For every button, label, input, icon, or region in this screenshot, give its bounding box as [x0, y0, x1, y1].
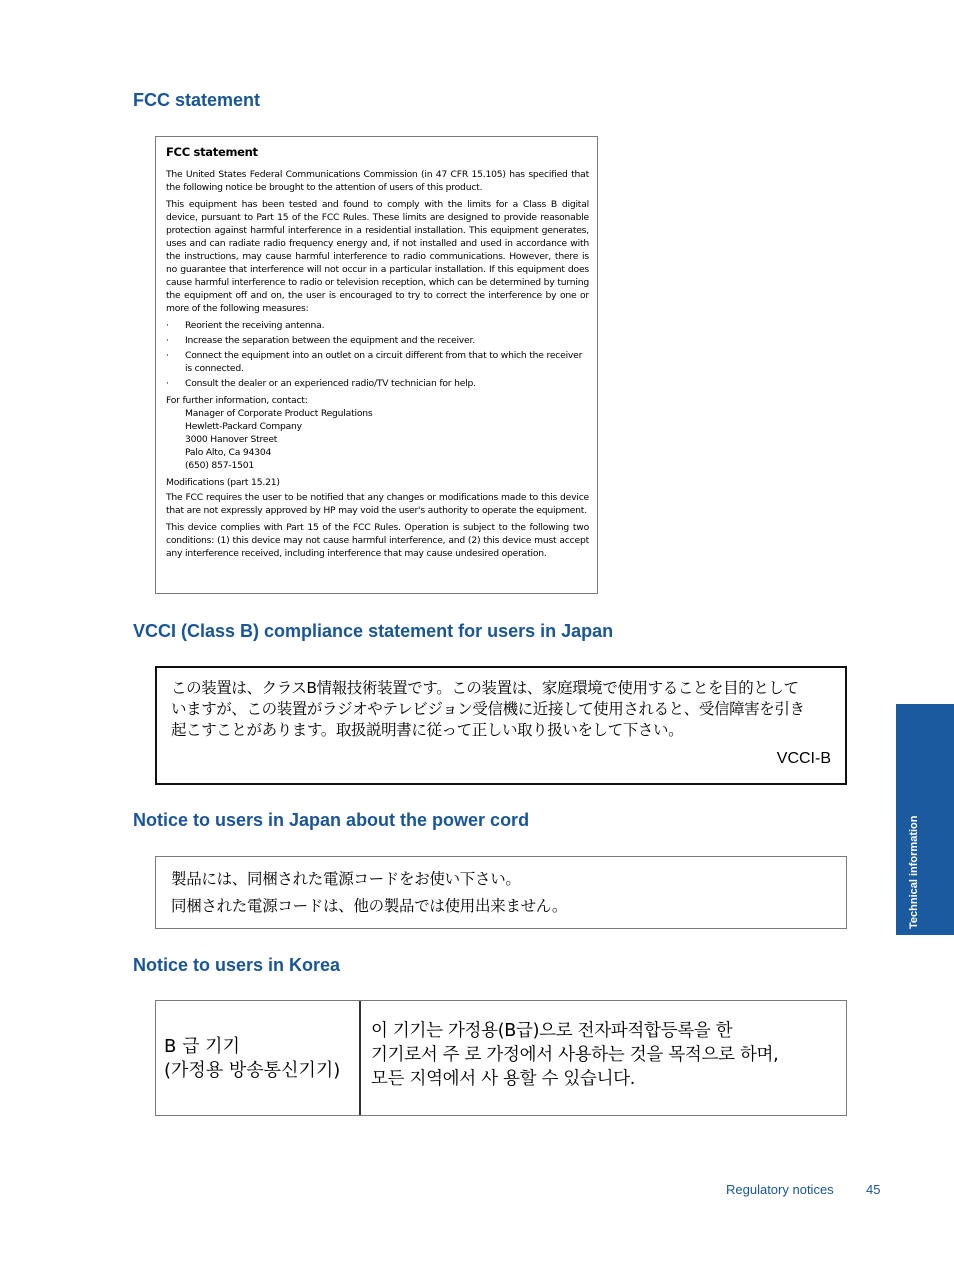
- korea-class-line-1: B 급 기기: [164, 1036, 240, 1057]
- fcc-contact-intro: For further information, contact:: [166, 395, 308, 406]
- list-item-text: Consult the dealer or an experienced radio/TV technician for help.: [185, 378, 476, 389]
- fcc-modifications-heading: Modifications (part 15.21): [166, 477, 280, 488]
- bullet-mark: ·: [166, 378, 169, 389]
- cord-line-1: 製品には、同梱された電源コードをお使い下さい。: [171, 870, 521, 888]
- korea-statement-cell: [361, 1001, 846, 1133]
- contact-line: Hewlett-Packard Company: [185, 421, 302, 432]
- fcc-statement-image: [155, 136, 598, 594]
- korea-statement-line-3: 모든 지역에서 사 용할 수 있습니다.: [371, 1069, 636, 1089]
- list-item: [166, 334, 589, 347]
- footer-section-title: Regulatory notices: [726, 1182, 834, 1197]
- contact-line: Palo Alto, Ca 94304: [185, 447, 272, 458]
- power-cord-notice-image: [155, 856, 847, 929]
- korea-class-cell: [156, 1001, 361, 1115]
- list-item: [166, 319, 589, 332]
- heading-korea: Notice to users in Korea: [133, 955, 341, 975]
- bullet-mark: ·: [166, 350, 169, 361]
- fcc-paragraph-1: The United States Federal Communications Commission (in 47 CFR 15.105) has specified that the following notice be brought to the attention of users of this product.: [166, 169, 589, 193]
- korea-statement-line-2: 기기로서 주 로 가정에서 사용하는 것을 목적으로 하며,: [371, 1045, 779, 1065]
- side-tab-label: Technical information: [908, 815, 920, 929]
- contact-line: (650) 857-1501: [185, 460, 255, 471]
- bullet-mark: ·: [166, 335, 169, 346]
- fcc-contact-block: [185, 407, 597, 472]
- vcci-line-1: この装置は、クラスB情報技術装置です。この装置は、家庭環境で使用することを目的として: [171, 679, 799, 697]
- heading-fcc-statement: FCC statement: [133, 90, 261, 110]
- heading-vcci: VCCI (Class B) compliance statement for users in Japan: [133, 621, 614, 641]
- bullet-mark: ·: [166, 320, 169, 331]
- fcc-box-title: FCC statement: [166, 145, 258, 159]
- fcc-measures-list: [166, 319, 589, 390]
- heading-power-cord: Notice to users in Japan about the power cord: [133, 810, 530, 830]
- list-item: [166, 349, 589, 375]
- vcci-statement-image: [155, 666, 847, 785]
- vcci-code: VCCI-B: [776, 750, 831, 767]
- page-number: 45: [866, 1182, 881, 1197]
- section-side-tab: [896, 704, 954, 935]
- contact-line: 3000 Hanover Street: [185, 434, 278, 445]
- cord-line-2: 同梱された電源コードは、他の製品では使用出来ません。: [171, 897, 568, 915]
- vcci-line-2: いますが、この装置がラジオやテレビジョン受信機に近接して使用されると、受信障害を引き: [171, 700, 805, 718]
- vcci-line-3: 起こすことがあります。取扱説明書に従って正しい取り扱いをして下さい。: [171, 721, 684, 739]
- list-item-text: Connect the equipment into an outlet on a circuit different from that to which the receiver is connected.: [185, 350, 583, 374]
- fcc-paragraph-3: The FCC requires the user to be notified that any changes or modifications made to this device that are not expressly approved by HP may void the user's authority to operate the equipment.: [166, 492, 589, 516]
- fcc-paragraph-4: This device complies with Part 15 of the FCC Rules. Operation is subject to the following two conditions: (1) this device may not cause harmful interference, and (2) this device must accept any interference received, including interference that may cause undesired operation.: [166, 522, 589, 559]
- korea-class-line-2: (가정용 방송통신기기): [164, 1060, 341, 1081]
- list-item-text: Reorient the receiving antenna.: [185, 320, 325, 331]
- list-item: [166, 377, 589, 390]
- korea-statement-line-1: 이 기기는 가정용(B급)으로 전자파적합등록을 한: [371, 1021, 733, 1041]
- korea-notice-image: [155, 1000, 847, 1116]
- list-item-text: Increase the separation between the equipment and the receiver.: [185, 335, 475, 346]
- contact-line: Manager of Corporate Product Regulations: [185, 408, 373, 419]
- fcc-paragraph-2: This equipment has been tested and found to comply with the limits for a Class B digital device, pursuant to Part 15 of the FCC Rules. These limits are designed to provide reasonable protection against harmful interference in a residential installation. This equipment generates, uses and can radiate radio frequency energy and, if not installed and used in accordance with the instructions, may cause harmful interference to radio communications. However, there is no guarantee that interference will not occur in a particular installation. If this equipment does cause harmful interference to radio or television reception, which can be determined by turning the equipment off and on, the user is encouraged to try to correct the interference by one or more of the following measures:: [166, 199, 589, 314]
